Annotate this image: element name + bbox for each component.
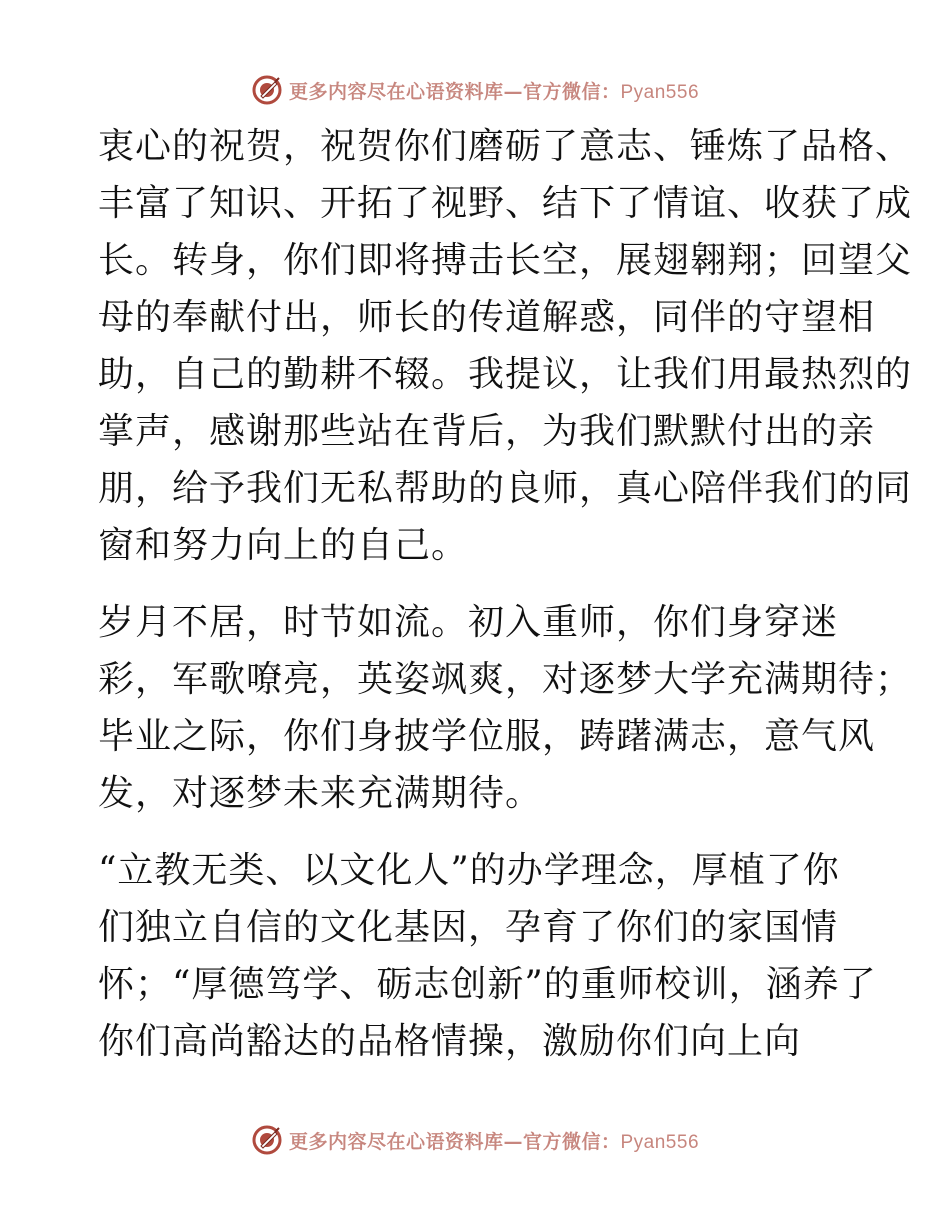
document-body <box>98 118 913 1070</box>
text-line: 毕业之际，你们身披学位服，踌躇满志，意气风 <box>98 716 876 757</box>
text-line: 丰富了知识、开拓了视野、结下了情谊、收获了成 <box>98 183 913 224</box>
footer-banner-label: 更多内容尽在心语资料库—官方微信： <box>288 1130 621 1153</box>
header-banner-text <box>289 77 699 104</box>
paragraph-gap <box>98 822 858 842</box>
header-banner-handle: Pyan556 <box>620 81 700 103</box>
header-banner-label: 更多内容尽在心语资料库—官方微信： <box>288 80 621 103</box>
text-line: 朋，给予我们无私帮助的良师，真心陪伴我们的同 <box>98 468 913 509</box>
footer-banner-text <box>289 1127 699 1154</box>
text-line: 掌声，感谢那些站在背后，为我们默默付出的亲 <box>98 411 876 452</box>
text-line: 衷心的祝贺，祝贺你们磨砺了意志、锤炼了品格、 <box>98 126 913 167</box>
header-banner <box>0 70 950 110</box>
text-line: 彩，军歌嘹亮，英姿飒爽，对逐梦大学充满期待； <box>98 659 913 700</box>
text-line: 岁月不居，时节如流。初入重师，你们身穿迷 <box>98 602 839 643</box>
paragraph-3 <box>98 842 877 1070</box>
paragraph-2 <box>98 594 913 822</box>
footer-banner-handle: Pyan556 <box>620 1131 700 1153</box>
logo-icon <box>251 74 283 106</box>
text-line: 你们高尚豁达的品格情操，激励你们向上向 <box>98 1021 802 1062</box>
text-line: 们独立自信的文化基因，孕育了你们的家国情 <box>98 907 839 948</box>
text-line: “立教无类、以文化人”的办学理念，厚植了你 <box>98 850 840 891</box>
text-line: 怀；“厚德笃学、砺志创新”的重师校训，涵养了 <box>98 964 877 1005</box>
text-line: 助，自己的勤耕不辍。我提议，让我们用最热烈的 <box>98 354 913 395</box>
logo-icon <box>251 1124 283 1156</box>
text-line: 母的奉献付出，师长的传道解惑，同伴的守望相 <box>98 297 876 338</box>
paragraph-gap <box>98 574 858 594</box>
text-line: 长。转身，你们即将搏击长空，展翅翱翔；回望父 <box>98 240 913 281</box>
text-line: 窗和努力向上的自己。 <box>98 525 469 566</box>
footer-banner <box>0 1120 950 1160</box>
paragraph-1 <box>98 118 913 574</box>
text-line: 发，对逐梦未来充满期待。 <box>98 773 543 814</box>
